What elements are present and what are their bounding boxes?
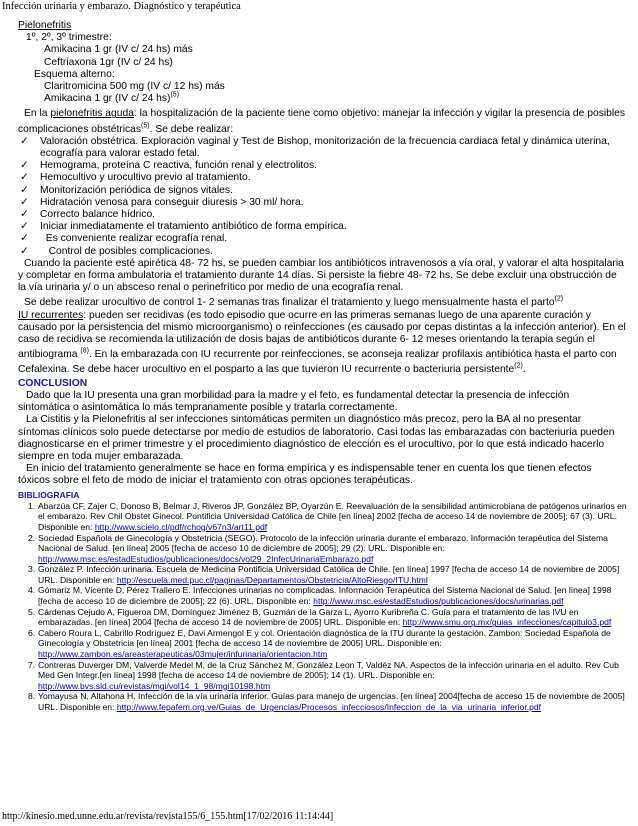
reference-text: URL. Disponible en:: [38, 702, 117, 712]
reference-superscript: (2): [554, 296, 564, 304]
check-icon: ✓: [20, 172, 29, 184]
paragraph-line: sintomática o asintomática lo más tempranamente posible y tratarla correctamente.: [18, 402, 398, 414]
reference-item: [28, 628, 630, 660]
page-header: Infección urinaria y embarazo. Diagnóstico y terapéutica: [2, 1, 241, 12]
alternate-scheme-label: Esquema alterno:: [34, 68, 115, 80]
paragraph-line: La Cistitis y la Pielonefritis al ser infecciones sintomáticas permiten un diagnóstico más precoz, pero la BA al no presentar: [26, 414, 582, 426]
reference-text: Sociedad Española de Ginecología y Obstetricia (SEGO). Protocolo de la infección urinaria durante el embarazo. Información terapéutica del Sistema: [38, 532, 608, 543]
reference-number: 3.: [28, 564, 36, 575]
paragraph-line: y completar en forma ambulatoria el tratamiento durante 14 días. Si persiste la fiebre 48- 72 hs. Se debe excluir una obstrucción de: [18, 270, 617, 282]
section-title-pielonefritis: Pielonefritis: [18, 20, 72, 31]
reference-text: URL. Disponible en:: [38, 574, 117, 585]
reference-text: Disponible en:: [38, 521, 95, 532]
reference-text: Yomayusa N, Altahona H. Infección de la vía urinaria inferior. Guías para manejo de urgencias. [en línea] 2004[fecha de acceso 15 de noviembre de 2005]: [38, 691, 625, 702]
reference-text: [fecha de acceso 10 de diciembre de 2005]; 22 (6). URL. Disponible en:: [38, 596, 314, 607]
underlined-term: IU recurrentes: [18, 309, 84, 321]
page-footer-url: http://kinesio.med.unne.edu.ar/revista/revista155/6_155.htm[17/02/2016 11:14:44]: [2, 811, 334, 822]
checklist-item: [20, 221, 630, 233]
paragraph-line: tóxicos sobre el feto de modo de iniciar el tratamiento con otras opciones terapéuticas.: [18, 475, 413, 487]
reference-item: [28, 585, 630, 606]
text-span: : pueden ser recidivas (es todo episodio que ocurre en las primeras semanas luego de una aparente curación y: [83, 309, 591, 321]
reference-line: [38, 702, 630, 713]
reference-number: 2.: [28, 532, 36, 543]
reference-text: Contreras Duverger DM, Valverde Medel M, de la Cruz Sánchez M, González Leon T, Valdéz NA. Aspectos de la infección urinaria en el adulto. Rev Cub: [38, 659, 619, 670]
paragraph-line: Cuando la paciente esté apirética 48- 72 hs, se pueden cambiar los antibióticos intravenosos a vía oral, y valorar el alta hospitalaria: [24, 257, 624, 269]
reference-link[interactable]: http://www.fepafem.org.ve/Guias_de_Urgencias/Procesos_infecciosos/Infeccion_de_la_via_urinaria_inferior.pdf: [116, 702, 542, 712]
checklist-text: ecografía para valorar estado fetal.: [40, 148, 200, 160]
reference-number: 1.: [28, 500, 36, 511]
paragraph-line: [18, 297, 630, 309]
reference-item: [28, 691, 630, 712]
reference-list: [18, 501, 630, 713]
reference-superscript: (5): [141, 122, 150, 130]
check-icon: ✓: [20, 233, 29, 245]
trimester-label: 1º, 2º, 3º trimestre:: [26, 32, 112, 44]
text-span: En la: [24, 108, 51, 120]
underlined-term: pielonefritis aguda: [50, 108, 134, 120]
checklist-item: [20, 136, 630, 160]
reference-number: 5.: [28, 606, 36, 617]
check-icon: ✓: [20, 196, 29, 208]
paragraph-line: [18, 364, 630, 376]
reference-line: [38, 596, 630, 607]
checklist: [18, 136, 630, 258]
regimen-line: Ceftriaxona 1gr (IV c/ 24 hs): [44, 56, 173, 68]
reference-text: Med Gen Integr.[en línea] 1998 [fecha de acceso 14 de noviembre de 2005]; 14 (1). URL. Disponible en:: [38, 670, 435, 681]
reference-text: el embarazo. Rev Chil Obstet Ginecol. Pontificia Universidad Católica de Chile [en línea] 2002 [fecha de acceso 14 de noviembre de 2005]; 67 (3). URL.: [38, 511, 617, 522]
paragraph-line: [18, 349, 630, 361]
reference-line: [38, 681, 630, 692]
regimen-line: [18, 93, 630, 105]
checklist-text: Hidratación venosa para conseguir diuresis > 30 ml/ hora.: [40, 196, 304, 208]
paragraph-line: causado por la persistencia del mismo microorganismo) o reinfecciones (es causado por cepas distintas a la infección anterior). En el: [18, 321, 626, 333]
text-span: complicaciones obstétricas: [18, 123, 142, 135]
reference-link[interactable]: http://www.bvs.sld.cu/revistas/mgi/vol14_1_98/mgi10198.htm: [38, 680, 271, 691]
paragraph-line: [18, 108, 630, 120]
reference-item: [28, 660, 630, 692]
reference-item: [28, 533, 630, 565]
text-span: : la hospitalización de la paciente tiene como objetivo: manejar la infección y vigilar la presencia de posibles: [133, 108, 626, 120]
checklist-text: Iniciar inmediatamente el tratamiento antibiótico de forma empírica.: [40, 221, 347, 233]
reference-line: [38, 522, 630, 533]
checklist-text: Correcto balance hídrico.: [40, 209, 156, 221]
checklist-text: Valoración obstétrica. Exploración vaginal y Test de Bishop, monitorización de la frecuencia cardiaca fetal y dinámica uterina,: [40, 135, 610, 147]
reference-superscript: (5): [170, 91, 180, 99]
conclusion-heading: CONCLUSION: [18, 377, 88, 389]
reference-text: Cárdenas Cejudo A, Figueroa DM, Domínguez Jiménez B, Guzmán de la Garza L, Ayorro Kuribreña C. Guía para el tratamiento de las IVU en: [38, 606, 579, 617]
checklist-text: Monitorización periódica de signos vitales.: [40, 184, 233, 196]
reference-item: [28, 501, 630, 533]
reference-superscript: (8): [80, 347, 89, 355]
checklist-item: [20, 160, 630, 172]
paragraph-line: En inicio del tratamiento generalmente se hace en forma empírica y es indispensable tener en cuenta los que tienen efectos: [26, 463, 592, 475]
reference-text: Ginecología y Obstetricia [en línea] 2001 [fecha de acceso 14 de noviembre de 2005] URL. Disponible en:: [38, 638, 442, 649]
reference-text: Cabero Roura L, Cabrillo Rodríguez E, Davi Armengol E y col. Orientación diagnóstica de la ITU durante la gestación. Zambon: Sociedad Española de: [38, 627, 611, 638]
reference-link[interactable]: http://www.scielo.cl/pdf/rchog/v67n3/art11.pdf: [94, 521, 268, 532]
paragraph-line: síntomas clínicos solo puede detectarse por medio de estudios de laboratorio. Casi todas las embarazadas con bacteriuria pueden: [18, 426, 615, 438]
paragraph-line: la vía urinaria y/ o un absceso renal o perinefrítico por medio de una ecografía renal.: [18, 282, 404, 294]
reference-number: 6.: [28, 627, 36, 638]
check-icon: ✓: [20, 184, 29, 196]
reference-line: [38, 649, 630, 660]
reference-link[interactable]: http://www.msc.es/estadEstudios/publicaciones/docs/vol29_2InfecUrinariaEmbarazo.pdf: [38, 553, 374, 564]
reference-number: 4.: [28, 585, 36, 596]
reference-line: [38, 617, 630, 628]
reference-line: [38, 554, 630, 565]
regimen-line: Amikacina 1 gr (IV c/ 24 hs) más: [44, 44, 193, 56]
regimen-text: Amikacina 1 gr (IV c/ 24 hs): [44, 93, 171, 105]
regimen-line: Claritromicina 500 mg (IV c/ 12 hs) más: [44, 81, 225, 93]
checklist-item: [20, 209, 630, 221]
paragraph-line: diagnosticarse en el primer trimestre y el procedimiento diagnóstico de elección es el urocultivo, por lo que está indicado hacerlo: [18, 438, 605, 450]
paragraph-line: caso de recidiva se recomienda la utilización de dosis bajas de antibióticos durante 6- 12 meses orientando la terapia según el: [18, 334, 595, 346]
reference-text: Gómariz M, Vicente D, Pérez Trallero E. Infecciones urinarias no complicadas. Información Terapéutica del Sistema Nacional de Salud. [en línea] 1998: [38, 585, 612, 596]
checklist-item: [20, 233, 630, 245]
check-icon: ✓: [20, 221, 29, 233]
text-span: . Se debe realizar:: [149, 123, 234, 135]
checklist-item: [20, 246, 630, 258]
check-icon: ✓: [20, 209, 29, 221]
reference-text: González P. Infección urinaria. Escuela de Medicina Pontificia Universidad Católica de Chile. [en línea] 1997 [fecha de acceso 14 de noviembre de 2005]: [38, 564, 620, 575]
text-span: .: [522, 364, 526, 376]
checklist-item: [20, 197, 630, 209]
reference-superscript: (2): [514, 363, 523, 371]
reference-link[interactable]: http://www.zambon.es/areasterapeuticas/03mujer/infurinaria/orientacion.htm: [38, 649, 328, 660]
bibliography-heading: BIBLIOGRAFIA: [18, 489, 80, 500]
checklist-item: [20, 172, 630, 184]
paragraph-line: [18, 310, 630, 322]
text-span: antibiograma: [18, 349, 81, 361]
text-span: Se debe realizar urocultivo de control 1- 2 semanas tras finalizar el tratamiento y luego mensualmente hasta el parto: [24, 297, 555, 309]
checklist-text: Control de posibles complicaciones.: [40, 245, 213, 257]
article-content: [18, 20, 630, 713]
reference-number: 7.: [28, 659, 36, 670]
paragraph-line: Dado que la IU presenta una gran morbilidad para la madre y el feto, es fundamental detectar la presencia de infección: [26, 389, 570, 401]
reference-item: [28, 564, 630, 585]
reference-link[interactable]: http://escuela.med.puc.cl/paginas/Departamentos/Obstetricia/AltoRiesgo/ITU.html: [116, 574, 428, 585]
reference-line: [38, 575, 630, 586]
text-span: Cefalexina. Se debe hacer urocultivo en el posparto a las que tuvieron IU recurrente o bacteriuria persistente: [18, 364, 515, 376]
reference-number: 8.: [28, 691, 36, 702]
checklist-text: Hemocultivo y urocultivo previo al tratamiento.: [40, 172, 251, 184]
checklist-item: [20, 185, 630, 197]
check-icon: ✓: [20, 135, 29, 147]
checklist-text: Es conveniente realizar ecografía renal.: [40, 233, 228, 245]
paragraph-line: [18, 124, 630, 136]
reference-link[interactable]: http://www.smu.org.mx/guias_infecciones/capitulo3.pdf: [402, 617, 612, 628]
reference-text: Nacional de Salud. [en línea] 2005 [fecha de acceso 10 de diciembre de 2005]; 29 (2). URL. Disponible en:: [38, 543, 445, 554]
reference-text: Abarzúa CF, Zajer C, Donoso B, Belmar J, Riveros JP, González BP, Oyarzún E. Reevaluación de la sensibilidad antimicrobiana de patógenos urinarios en: [38, 500, 627, 511]
reference-link[interactable]: http://www.msc.es/estadEstudios/publicaciones/docs/urinarias.pdf: [313, 596, 564, 607]
text-span: . En la embarazada con IU recurrente por reinfecciones, se aconseja realizar profilaxis antibiótica hasta el parto con: [88, 349, 617, 361]
checklist-text: Hemograma, proteína C reactiva, función renal y electrolitos.: [40, 160, 318, 172]
check-icon: ✓: [20, 160, 29, 172]
check-icon: ✓: [20, 245, 29, 257]
reference-item: [28, 607, 630, 628]
paragraph-line: siempre en toda mujer embarazada.: [18, 450, 184, 462]
reference-text: embarazadas. [en línea] 2004 [fecha de acceso 14 de noviembre de 2005] URL. Disponible en:: [38, 617, 403, 628]
